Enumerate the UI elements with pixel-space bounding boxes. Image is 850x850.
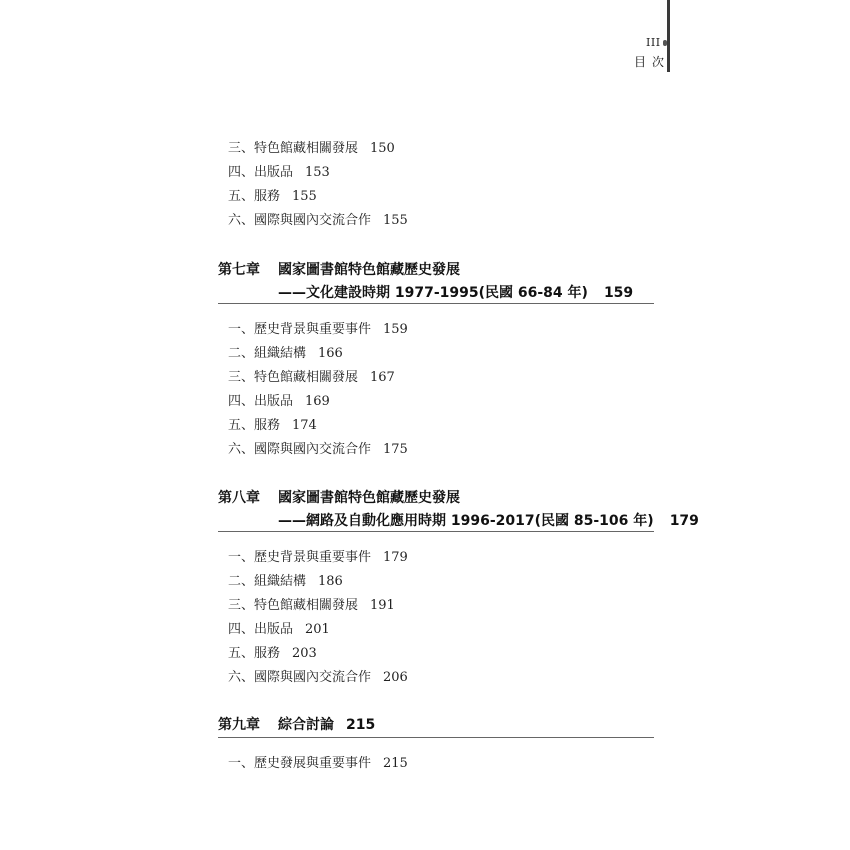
toc-entry-label: 三、特色館藏相關發展 (228, 141, 359, 156)
toc-entry[interactable] (228, 594, 395, 613)
toc-entry-label: 六、國際與國內交流合作 (228, 213, 372, 228)
toc-entry[interactable] (228, 318, 408, 337)
toc-entry-page: 153 (305, 165, 330, 180)
toc-entry-page: 179 (383, 550, 408, 565)
toc-entry[interactable] (228, 137, 395, 156)
chapter-subtitle[interactable] (278, 510, 699, 530)
toc-entry-label: 五、服務 (228, 646, 281, 661)
page-marker-icon (663, 40, 667, 46)
toc-entry-page: 201 (305, 622, 330, 637)
toc-entry-label: 四、出版品 (228, 622, 294, 637)
toc-entry-label: 二、組織結構 (228, 574, 307, 589)
toc-entry[interactable] (228, 414, 317, 433)
chapter-page: 159 (603, 285, 634, 301)
chapter-title: 國家圖書館特色館藏歷史發展 (278, 490, 460, 506)
chapter-label: 第九章 (218, 717, 260, 733)
toc-entry-label: 五、服務 (228, 189, 281, 204)
chapter-page: 179 (669, 513, 699, 529)
chapter-title: 綜合討論 (278, 717, 334, 733)
chapter-subtitle-text: ——網路及自動化應用時期 1996-2017(民國 85-106 年) (278, 513, 654, 529)
toc-entry-page: 159 (383, 322, 408, 337)
toc-entry-page: 203 (292, 646, 317, 661)
toc-entry-page: 150 (370, 141, 395, 156)
toc-entry-page: 191 (370, 598, 395, 613)
page-number: III (646, 36, 661, 49)
toc-entry[interactable] (228, 618, 330, 637)
chapter-heading[interactable] (218, 259, 460, 279)
toc-entry-page: 174 (292, 418, 317, 433)
chapter-subtitle[interactable] (278, 282, 633, 302)
toc-entry-label: 四、出版品 (228, 394, 294, 409)
chapter-divider (218, 303, 654, 304)
toc-entry[interactable] (228, 185, 317, 204)
toc-entry-label: 一、歷史背景與重要事件 (228, 550, 372, 565)
toc-entry[interactable] (228, 642, 317, 661)
toc-entry-label: 三、特色館藏相關發展 (228, 370, 359, 385)
toc-entry[interactable] (228, 752, 408, 771)
toc-entry[interactable] (228, 438, 408, 457)
toc-entry[interactable] (228, 161, 330, 180)
chapter-heading[interactable] (218, 487, 460, 507)
toc-entry-page: 155 (383, 213, 408, 228)
toc-entry[interactable] (228, 666, 408, 685)
toc-entry-page: 169 (305, 394, 330, 409)
toc-entry-label: 二、組織結構 (228, 346, 307, 361)
toc-entry-label: 三、特色館藏相關發展 (228, 598, 359, 613)
toc-entry-page: 155 (292, 189, 317, 204)
running-title: 目次 (634, 55, 671, 69)
toc-entry-page: 206 (383, 670, 408, 685)
toc-entry-label: 六、國際與國內交流合作 (228, 670, 372, 685)
toc-entry-label: 四、出版品 (228, 165, 294, 180)
chapter-page: 215 (346, 717, 376, 733)
toc-entry-label: 一、歷史發展與重要事件 (228, 756, 372, 771)
chapter-title: 國家圖書館特色館藏歷史發展 (278, 262, 460, 278)
toc-entry[interactable] (228, 390, 330, 409)
toc-entry-label: 六、國際與國內交流合作 (228, 442, 372, 457)
toc-entry[interactable] (228, 209, 408, 228)
toc-entry-label: 一、歷史背景與重要事件 (228, 322, 372, 337)
toc-entry[interactable] (228, 366, 395, 385)
toc-entry[interactable] (228, 342, 343, 361)
chapter-label: 第七章 (218, 262, 260, 278)
toc-entry[interactable] (228, 570, 343, 589)
chapter-divider (218, 531, 654, 532)
toc-entry-page: 175 (383, 442, 408, 457)
chapter-divider (218, 737, 654, 738)
toc-entry-page: 167 (370, 370, 395, 385)
chapter-heading[interactable] (218, 714, 375, 734)
chapter-label: 第八章 (218, 490, 260, 506)
toc-entry-label: 五、服務 (228, 418, 281, 433)
toc-entry-page: 166 (318, 346, 343, 361)
toc-entry[interactable] (228, 546, 408, 565)
toc-entry-page: 186 (318, 574, 343, 589)
chapter-subtitle-text: ——文化建設時期 1977-1995(民國 66-84 年) (278, 285, 588, 301)
toc-entry-page: 215 (383, 756, 408, 771)
